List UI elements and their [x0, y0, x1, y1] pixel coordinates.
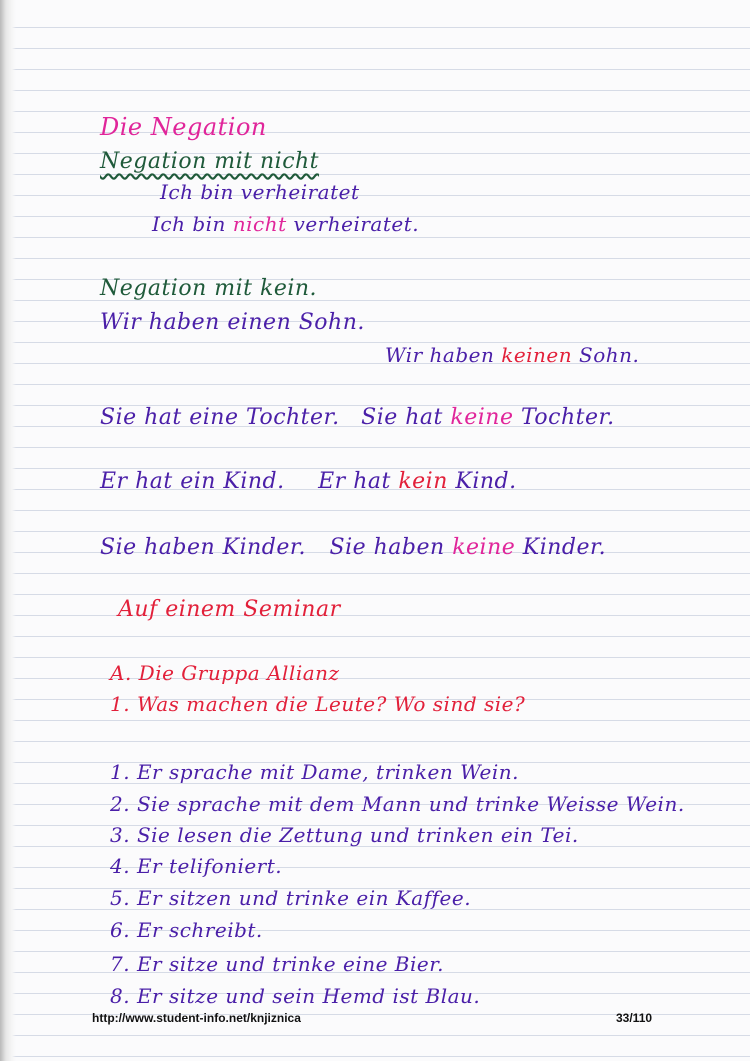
answer-line: 2. Sie sprache mit dem Mann und trinke Weisse Wein. [110, 792, 685, 816]
answer-line: 7. Er sitze und trinke eine Bier. [110, 952, 444, 976]
kein-negated-4-keyword: keine [452, 535, 516, 560]
kein-sentence-2: Sie hat eine Tochter. [100, 405, 340, 430]
kein-negated-1-keyword: keinen [501, 343, 573, 367]
kein-negated-2-keyword: keine [450, 405, 514, 430]
kein-sentence-4: Sie haben Kinder. [100, 535, 307, 560]
kein-negated-2-after: Tochter. [520, 405, 615, 430]
kein-negated-1-after: Sohn. [579, 343, 640, 367]
page-binding-edge [0, 0, 16, 1061]
example-negated-keyword: nicht [232, 212, 287, 236]
kein-sentence-3: Er hat ein Kind. [100, 469, 285, 494]
kein-negated-3-after: Kind. [455, 469, 517, 494]
example-negated-before: Ich bin [152, 212, 226, 236]
kein-row-4 [100, 534, 606, 562]
kein-row-3 [100, 468, 517, 496]
answer-line: 4. Er telifoniert. [110, 854, 283, 878]
footer-url: http://www.student-info.net/knjiznica [92, 1011, 301, 1025]
answer-line: 8. Er sitze und sein Hemd ist Blau. [110, 984, 481, 1008]
example-negated-line [152, 210, 419, 238]
section-title-nicht: Negation mit nicht [100, 149, 320, 174]
kein-sentence-1: Wir haben einen Sohn. [100, 310, 365, 335]
kein-negated-1 [385, 341, 639, 369]
kein-negated-3-keyword: kein [398, 469, 448, 494]
seminar-question: 1. Was machen die Leute? Wo sind sie? [110, 692, 526, 716]
answer-line: 3. Sie lesen die Zettung und trinken ein Tei. [110, 823, 579, 847]
example-affirmative-line: Ich bin verheiratet [160, 180, 360, 204]
seminar-section-heading: A. Die Gruppa Allianz [110, 661, 340, 685]
answer-line: 1. Er sprache mit Dame, trinken Wein. [110, 760, 519, 784]
kein-negated-4-after: Kinder. [522, 535, 607, 560]
answer-line: 6. Er schreibt. [110, 918, 263, 942]
kein-negated-4-before: Sie haben [329, 535, 445, 560]
answer-line: 5. Er sitzen und trinke ein Kaffee. [110, 886, 472, 910]
page-number: 33/110 [616, 1011, 653, 1025]
kein-negated-1-before: Wir haben [385, 343, 495, 367]
kein-negated-2-before: Sie hat [361, 405, 443, 430]
seminar-title: Auf einem Seminar [118, 597, 341, 622]
kein-negated-3-before: Er hat [318, 469, 391, 494]
example-negated-after: verheiratet. [293, 212, 420, 236]
page-title: Die Negation [100, 113, 267, 141]
section-title-kein: Negation mit kein. [100, 276, 318, 301]
kein-row-2 [100, 404, 615, 432]
